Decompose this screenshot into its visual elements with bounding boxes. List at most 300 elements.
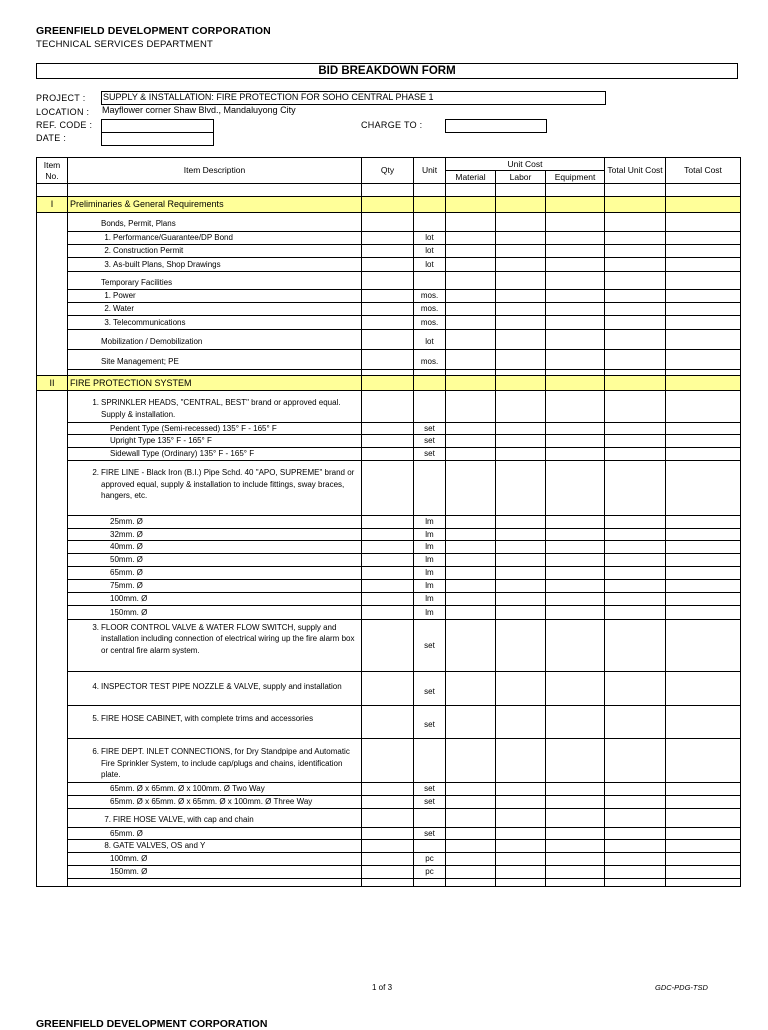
value-cell[interactable] — [362, 679, 414, 705]
table-row — [37, 276, 741, 289]
value-cell[interactable] — [605, 244, 666, 257]
value-cell[interactable] — [666, 852, 741, 865]
value-cell[interactable] — [605, 528, 666, 540]
value-cell[interactable] — [362, 813, 414, 827]
col-unit: Unit — [414, 158, 446, 184]
value-cell[interactable] — [666, 334, 741, 349]
date-field[interactable] — [101, 132, 214, 146]
value-cell[interactable] — [666, 395, 741, 422]
item-text: Temporary Facilities — [101, 277, 173, 287]
value-cell[interactable] — [666, 447, 741, 460]
value-cell[interactable] — [496, 865, 546, 878]
table-row — [37, 671, 741, 679]
table-row — [37, 827, 741, 839]
value-cell[interactable] — [605, 744, 666, 782]
value-cell[interactable] — [605, 592, 666, 605]
item-text: 65mm. Ø x 65mm. Ø x 65mm. Ø x 100mm. Ø Three Way — [110, 797, 313, 806]
value-cell[interactable] — [362, 434, 414, 447]
item-number: 2. — [104, 246, 111, 255]
location-label: LOCATION : — [36, 107, 90, 117]
value-cell[interactable] — [496, 679, 546, 705]
value-cell[interactable] — [496, 553, 546, 566]
value-cell[interactable] — [362, 566, 414, 579]
value-cell[interactable] — [546, 579, 605, 592]
item-description — [68, 579, 362, 592]
value-cell[interactable] — [666, 244, 741, 257]
value-cell[interactable] — [446, 302, 496, 315]
value-cell[interactable] — [605, 566, 666, 579]
item-text: Water — [113, 304, 135, 313]
item-text: 65mm. Ø x 65mm. Ø x 100mm. Ø Two Way — [110, 784, 265, 793]
value-cell[interactable] — [546, 528, 605, 540]
value-cell[interactable] — [362, 244, 414, 257]
value-cell[interactable] — [666, 579, 741, 592]
value-cell[interactable] — [546, 302, 605, 315]
value-cell[interactable] — [546, 553, 605, 566]
item-text: FIRE HOSE VALVE, with cap and chain — [113, 815, 254, 825]
value-cell[interactable] — [362, 592, 414, 605]
value-cell[interactable] — [446, 865, 496, 878]
item-number: 1. — [92, 398, 99, 407]
value-cell[interactable] — [605, 217, 666, 231]
value-cell[interactable] — [362, 231, 414, 244]
table-row — [37, 257, 741, 271]
value-cell[interactable] — [496, 302, 546, 315]
value-cell[interactable] — [546, 244, 605, 257]
value-cell[interactable] — [496, 540, 546, 553]
value-cell[interactable] — [666, 434, 741, 447]
value-cell[interactable] — [446, 579, 496, 592]
value-cell[interactable] — [446, 334, 496, 349]
item-number: 6. — [92, 747, 99, 756]
value-cell[interactable] — [605, 540, 666, 553]
item-description — [68, 422, 362, 434]
value-cell[interactable] — [546, 231, 605, 244]
item-description — [68, 315, 362, 329]
value-cell[interactable] — [605, 302, 666, 315]
item-text: INSPECTOR TEST PIPE NOZZLE & VALVE, supply and installation — [101, 682, 342, 691]
item-unit: mos. — [414, 355, 446, 369]
value-cell[interactable] — [546, 795, 605, 808]
table-row — [37, 839, 741, 852]
value-cell[interactable] — [446, 711, 496, 738]
value-cell[interactable] — [666, 289, 741, 302]
item-text: Pendent Type (Semi-recessed) 135° F - 165° F — [110, 423, 277, 433]
value-cell[interactable] — [362, 839, 414, 852]
value-cell[interactable] — [446, 231, 496, 244]
item-number: 4. — [92, 682, 99, 691]
value-cell[interactable] — [666, 276, 741, 289]
value-cell[interactable] — [666, 795, 741, 808]
col-description: Item Description — [68, 158, 362, 184]
value-cell[interactable] — [546, 619, 605, 671]
value-cell[interactable] — [362, 711, 414, 738]
item-text: FIRE LINE - Black Iron (B.I.) Pipe Schd. 40 "APO, SUPREME" brand or approved equal, supply & installation to include fittings, sway braces, hangers, etc. — [101, 468, 355, 500]
section-preliminaries: Preliminaries & General Requirements — [68, 196, 362, 212]
mobilization — [68, 334, 362, 349]
value-cell[interactable] — [605, 465, 666, 515]
site-management — [68, 355, 362, 369]
value-cell[interactable] — [496, 605, 546, 619]
value-cell[interactable] — [362, 334, 414, 349]
item-number: 7. — [104, 815, 111, 825]
table-row — [37, 795, 741, 808]
item-description — [68, 528, 362, 540]
value-cell[interactable] — [666, 619, 741, 671]
value-cell[interactable] — [605, 827, 666, 839]
item-unit: lm — [414, 579, 446, 592]
value-cell[interactable] — [446, 852, 496, 865]
value-cell[interactable] — [666, 744, 741, 782]
value-cell[interactable] — [446, 422, 496, 434]
value-cell[interactable] — [496, 619, 546, 671]
value-cell[interactable] — [666, 679, 741, 705]
item-text: Bonds, Permit, Plans — [101, 219, 176, 229]
value-cell[interactable] — [546, 257, 605, 271]
value-cell[interactable] — [546, 592, 605, 605]
value-cell[interactable] — [496, 566, 546, 579]
value-cell[interactable] — [546, 515, 605, 528]
value-cell[interactable] — [446, 447, 496, 460]
value-cell[interactable] — [362, 744, 414, 782]
table-row — [37, 566, 741, 579]
value-cell[interactable] — [446, 515, 496, 528]
value-cell[interactable] — [446, 355, 496, 369]
value-cell[interactable] — [546, 217, 605, 231]
value-cell[interactable] — [546, 813, 605, 827]
value-cell[interactable] — [362, 540, 414, 553]
value-cell[interactable] — [496, 447, 546, 460]
value-cell[interactable] — [446, 257, 496, 271]
value-cell[interactable] — [666, 231, 741, 244]
value-cell[interactable] — [546, 289, 605, 302]
section-number: II — [37, 375, 68, 390]
item-unit: set — [414, 447, 446, 460]
section-number: I — [37, 196, 68, 212]
item-description — [68, 257, 362, 271]
value-cell[interactable] — [666, 711, 741, 738]
value-cell[interactable] — [605, 355, 666, 369]
value-cell[interactable] — [605, 605, 666, 619]
value-cell[interactable] — [362, 302, 414, 315]
value-cell[interactable] — [666, 540, 741, 553]
value-cell[interactable] — [446, 795, 496, 808]
value-cell[interactable] — [362, 515, 414, 528]
value-cell[interactable] — [605, 852, 666, 865]
value-cell[interactable] — [666, 827, 741, 839]
value-cell[interactable] — [496, 711, 546, 738]
value-cell[interactable] — [362, 782, 414, 795]
value-cell[interactable] — [605, 276, 666, 289]
item-description — [68, 566, 362, 579]
value-cell[interactable] — [605, 422, 666, 434]
value-cell[interactable] — [496, 257, 546, 271]
value-cell[interactable] — [362, 605, 414, 619]
value-cell[interactable] — [446, 619, 496, 671]
item-number: 3. — [92, 622, 99, 632]
item-description — [68, 540, 362, 553]
table-row — [37, 217, 741, 231]
item-description — [68, 395, 362, 422]
value-cell[interactable] — [546, 679, 605, 705]
value-cell[interactable] — [605, 865, 666, 878]
value-cell[interactable] — [496, 355, 546, 369]
table-row — [37, 244, 741, 257]
value-cell[interactable] — [446, 813, 496, 827]
value-cell[interactable] — [666, 465, 741, 515]
item-number: 8. — [104, 841, 111, 850]
value-cell[interactable] — [496, 782, 546, 795]
form-title: BID BREAKDOWN FORM — [36, 63, 738, 79]
value-cell[interactable] — [605, 679, 666, 705]
table-row — [37, 579, 741, 592]
value-cell[interactable] — [362, 827, 414, 839]
bonds-heading — [68, 217, 362, 231]
item-description — [68, 515, 362, 528]
value-cell[interactable] — [546, 566, 605, 579]
value-cell[interactable] — [446, 744, 496, 782]
table-row — [37, 711, 741, 738]
item-unit: lm — [414, 566, 446, 579]
value-cell[interactable] — [446, 605, 496, 619]
value-cell[interactable] — [496, 217, 546, 231]
table-row — [37, 813, 741, 827]
value-cell[interactable] — [666, 515, 741, 528]
value-cell[interactable] — [605, 231, 666, 244]
item-text: 40mm. Ø — [110, 542, 143, 551]
value-cell[interactable] — [546, 434, 605, 447]
item-unit: lm — [414, 553, 446, 566]
item-description — [68, 302, 362, 315]
value-cell[interactable] — [362, 217, 414, 231]
table-row — [37, 289, 741, 302]
value-cell[interactable] — [666, 813, 741, 827]
value-cell[interactable] — [605, 711, 666, 738]
table-row — [37, 422, 741, 434]
item-number: 5. — [92, 714, 99, 723]
value-cell[interactable] — [496, 244, 546, 257]
item-text: 50mm. Ø — [110, 555, 143, 564]
value-cell[interactable] — [546, 315, 605, 329]
table-row — [37, 395, 741, 422]
value-cell[interactable] — [496, 315, 546, 329]
item-unit: lm — [414, 528, 446, 540]
value-cell[interactable] — [496, 827, 546, 839]
item-unit: set — [414, 782, 446, 795]
value-cell[interactable] — [446, 540, 496, 553]
value-cell[interactable] — [666, 528, 741, 540]
value-cell[interactable] — [446, 276, 496, 289]
value-cell[interactable] — [496, 515, 546, 528]
table-row — [37, 315, 741, 329]
item-unit: lm — [414, 515, 446, 528]
value-cell[interactable] — [666, 257, 741, 271]
item-number: 2. — [92, 468, 99, 477]
value-cell[interactable] — [496, 395, 546, 422]
value-cell[interactable] — [605, 579, 666, 592]
value-cell[interactable] — [446, 782, 496, 795]
value-cell[interactable] — [362, 579, 414, 592]
item-text: As-built Plans, Shop Drawings — [113, 259, 221, 269]
value-cell[interactable] — [362, 852, 414, 865]
value-cell[interactable] — [666, 592, 741, 605]
value-cell[interactable] — [362, 315, 414, 329]
value-cell[interactable] — [666, 782, 741, 795]
col-equipment: Equipment — [546, 171, 605, 184]
value-cell[interactable] — [666, 566, 741, 579]
value-cell[interactable] — [666, 217, 741, 231]
ref-code-field[interactable] — [101, 119, 214, 133]
value-cell[interactable] — [546, 395, 605, 422]
value-cell[interactable] — [362, 422, 414, 434]
value-cell[interactable] — [496, 276, 546, 289]
value-cell[interactable] — [605, 813, 666, 827]
value-cell[interactable] — [446, 244, 496, 257]
value-cell[interactable] — [546, 355, 605, 369]
value-cell[interactable] — [605, 315, 666, 329]
value-cell[interactable] — [496, 434, 546, 447]
value-cell[interactable] — [496, 813, 546, 827]
project-field[interactable]: SUPPLY & INSTALLATION: FIRE PROTECTION FOR SOHO CENTRAL PHASE 1 — [101, 91, 606, 105]
value-cell[interactable] — [362, 795, 414, 808]
value-cell[interactable] — [605, 289, 666, 302]
value-cell[interactable] — [446, 827, 496, 839]
value-cell[interactable] — [546, 865, 605, 878]
value-cell[interactable] — [546, 744, 605, 782]
item-description — [68, 447, 362, 460]
value-cell[interactable] — [546, 782, 605, 795]
value-cell[interactable] — [546, 276, 605, 289]
value-cell[interactable] — [446, 465, 496, 515]
value-cell[interactable] — [362, 619, 414, 671]
value-cell[interactable] — [496, 465, 546, 515]
value-cell[interactable] — [666, 865, 741, 878]
value-cell[interactable] — [496, 839, 546, 852]
item-unit: set — [414, 679, 446, 705]
value-cell[interactable] — [605, 619, 666, 671]
value-cell[interactable] — [666, 315, 741, 329]
item-description — [68, 711, 362, 738]
value-cell[interactable] — [446, 839, 496, 852]
value-cell[interactable] — [605, 782, 666, 795]
value-cell[interactable] — [496, 528, 546, 540]
value-cell[interactable] — [362, 355, 414, 369]
value-cell[interactable] — [605, 395, 666, 422]
value-cell[interactable] — [546, 827, 605, 839]
value-cell[interactable] — [546, 605, 605, 619]
value-cell[interactable] — [605, 334, 666, 349]
value-cell[interactable] — [496, 579, 546, 592]
value-cell[interactable] — [496, 795, 546, 808]
table-row — [37, 334, 741, 349]
value-cell[interactable] — [546, 839, 605, 852]
table-row — [37, 553, 741, 566]
value-cell[interactable] — [666, 355, 741, 369]
item-description — [68, 465, 362, 515]
value-cell[interactable] — [496, 231, 546, 244]
value-cell[interactable] — [496, 852, 546, 865]
company-name: GREENFIELD DEVELOPMENT CORPORATION — [36, 25, 271, 37]
value-cell[interactable] — [446, 289, 496, 302]
item-description — [68, 839, 362, 852]
value-cell[interactable] — [605, 839, 666, 852]
value-cell[interactable] — [666, 839, 741, 852]
value-cell[interactable] — [362, 528, 414, 540]
item-description — [68, 795, 362, 808]
item-text: 75mm. Ø — [110, 581, 143, 590]
value-cell[interactable] — [362, 395, 414, 422]
item-number: 3. — [104, 259, 111, 269]
value-cell[interactable] — [546, 711, 605, 738]
value-cell[interactable] — [666, 553, 741, 566]
value-cell[interactable] — [605, 257, 666, 271]
value-cell[interactable] — [496, 289, 546, 302]
item-description — [68, 782, 362, 795]
charge-to-field[interactable] — [445, 119, 547, 133]
value-cell[interactable] — [446, 528, 496, 540]
item-unit: mos. — [414, 315, 446, 329]
value-cell[interactable] — [362, 276, 414, 289]
value-cell[interactable] — [496, 592, 546, 605]
value-cell[interactable] — [496, 744, 546, 782]
value-cell[interactable] — [605, 515, 666, 528]
item-unit: set — [414, 434, 446, 447]
item-description — [68, 592, 362, 605]
value-cell[interactable] — [446, 592, 496, 605]
table-row — [37, 782, 741, 795]
value-cell[interactable] — [605, 553, 666, 566]
value-cell[interactable] — [446, 395, 496, 422]
location-field[interactable]: Mayflower corner Shaw Blvd., Mandaluyong City — [102, 105, 296, 115]
value-cell[interactable] — [362, 289, 414, 302]
value-cell[interactable] — [666, 605, 741, 619]
value-cell[interactable] — [446, 217, 496, 231]
value-cell[interactable] — [496, 334, 546, 349]
value-cell[interactable] — [362, 257, 414, 271]
table-row — [37, 434, 741, 447]
value-cell[interactable] — [546, 422, 605, 434]
table-row — [37, 465, 741, 515]
item-text: 100mm. Ø — [110, 854, 148, 863]
value-cell[interactable] — [446, 434, 496, 447]
value-cell[interactable] — [446, 679, 496, 705]
value-cell[interactable] — [362, 447, 414, 460]
value-cell[interactable] — [605, 447, 666, 460]
item-text: Performance/Guarantee/DP Bond — [113, 233, 233, 242]
value-cell[interactable] — [446, 566, 496, 579]
value-cell[interactable] — [362, 465, 414, 515]
value-cell[interactable] — [362, 553, 414, 566]
item-unit: pc — [414, 865, 446, 878]
table-row — [37, 619, 741, 671]
value-cell[interactable] — [446, 315, 496, 329]
value-cell[interactable] — [666, 302, 741, 315]
value-cell[interactable] — [666, 422, 741, 434]
value-cell[interactable] — [546, 334, 605, 349]
item-text: FLOOR CONTROL VALVE & WATER FLOW SWITCH, supply and installation including connection of electrical wiring up the fire alarm box or central fire alarm system. — [101, 622, 355, 655]
value-cell[interactable] — [362, 865, 414, 878]
table-row — [37, 302, 741, 315]
value-cell[interactable] — [605, 795, 666, 808]
value-cell[interactable] — [605, 434, 666, 447]
item-unit: lm — [414, 592, 446, 605]
value-cell[interactable] — [546, 540, 605, 553]
value-cell[interactable] — [496, 422, 546, 434]
value-cell[interactable] — [446, 553, 496, 566]
value-cell[interactable] — [546, 465, 605, 515]
value-cell[interactable] — [546, 852, 605, 865]
value-cell[interactable] — [546, 447, 605, 460]
